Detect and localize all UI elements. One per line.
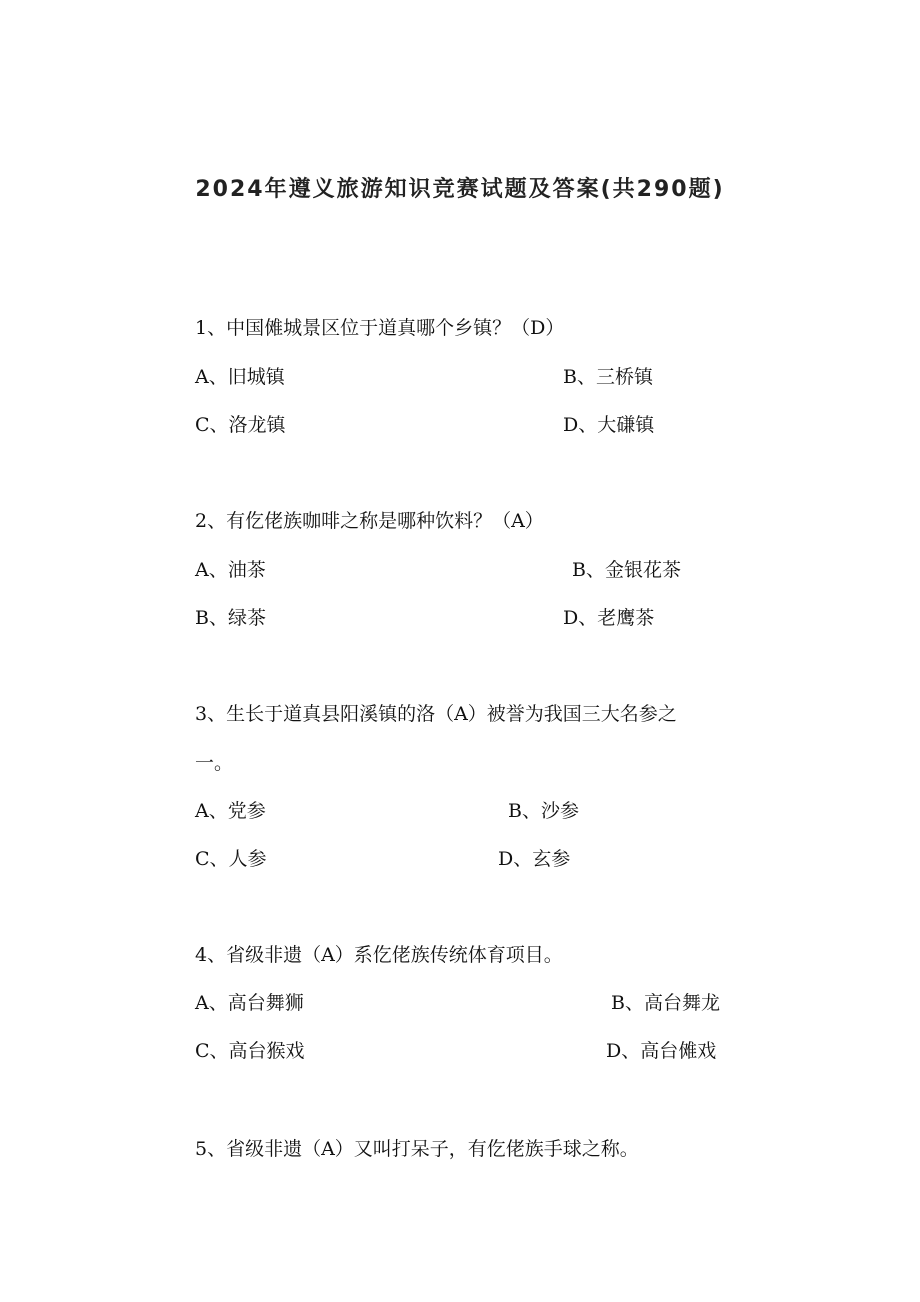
option-c: C、高台猴戏 [195,1040,305,1062]
option-b: B、高台舞龙 [611,992,720,1014]
question-3: 3、生长于道真县阳溪镇的洛（A）被誉为我国三大名参之 [195,703,677,725]
option-d: D、玄参 [498,848,571,870]
question-5: 5、省级非遗（A）又叫打呆子，有仡佬族手球之称。 [195,1138,639,1160]
document-title: 2024年遵义旅游知识竞赛试题及答案(共290题) [195,177,725,202]
option-b: B、金银花茶 [572,559,681,581]
option-c: C、洛龙镇 [195,414,286,436]
option-a: A、旧城镇 [195,366,285,388]
option-d: D、高台傩戏 [606,1040,717,1062]
option-c: C、人参 [195,848,267,870]
question-4: 4、省级非遗（A）系仡佬族传统体育项目。 [195,944,563,966]
question-3-continued: 一。 [195,752,234,774]
option-a: A、党参 [195,800,266,822]
option-d: D、老鹰茶 [563,607,655,629]
option-a: A、油茶 [195,559,266,581]
option-b: B、三桥镇 [563,366,653,388]
option-c: B、绿茶 [195,607,266,629]
question-1: 1、中国傩城景区位于道真哪个乡镇？（D） [195,317,565,339]
question-2: 2、有仡佬族咖啡之称是哪种饮料？（A） [195,510,544,532]
option-b: B、沙参 [508,800,579,822]
option-d: D、大磏镇 [563,414,655,436]
option-a: A、高台舞狮 [195,992,304,1014]
